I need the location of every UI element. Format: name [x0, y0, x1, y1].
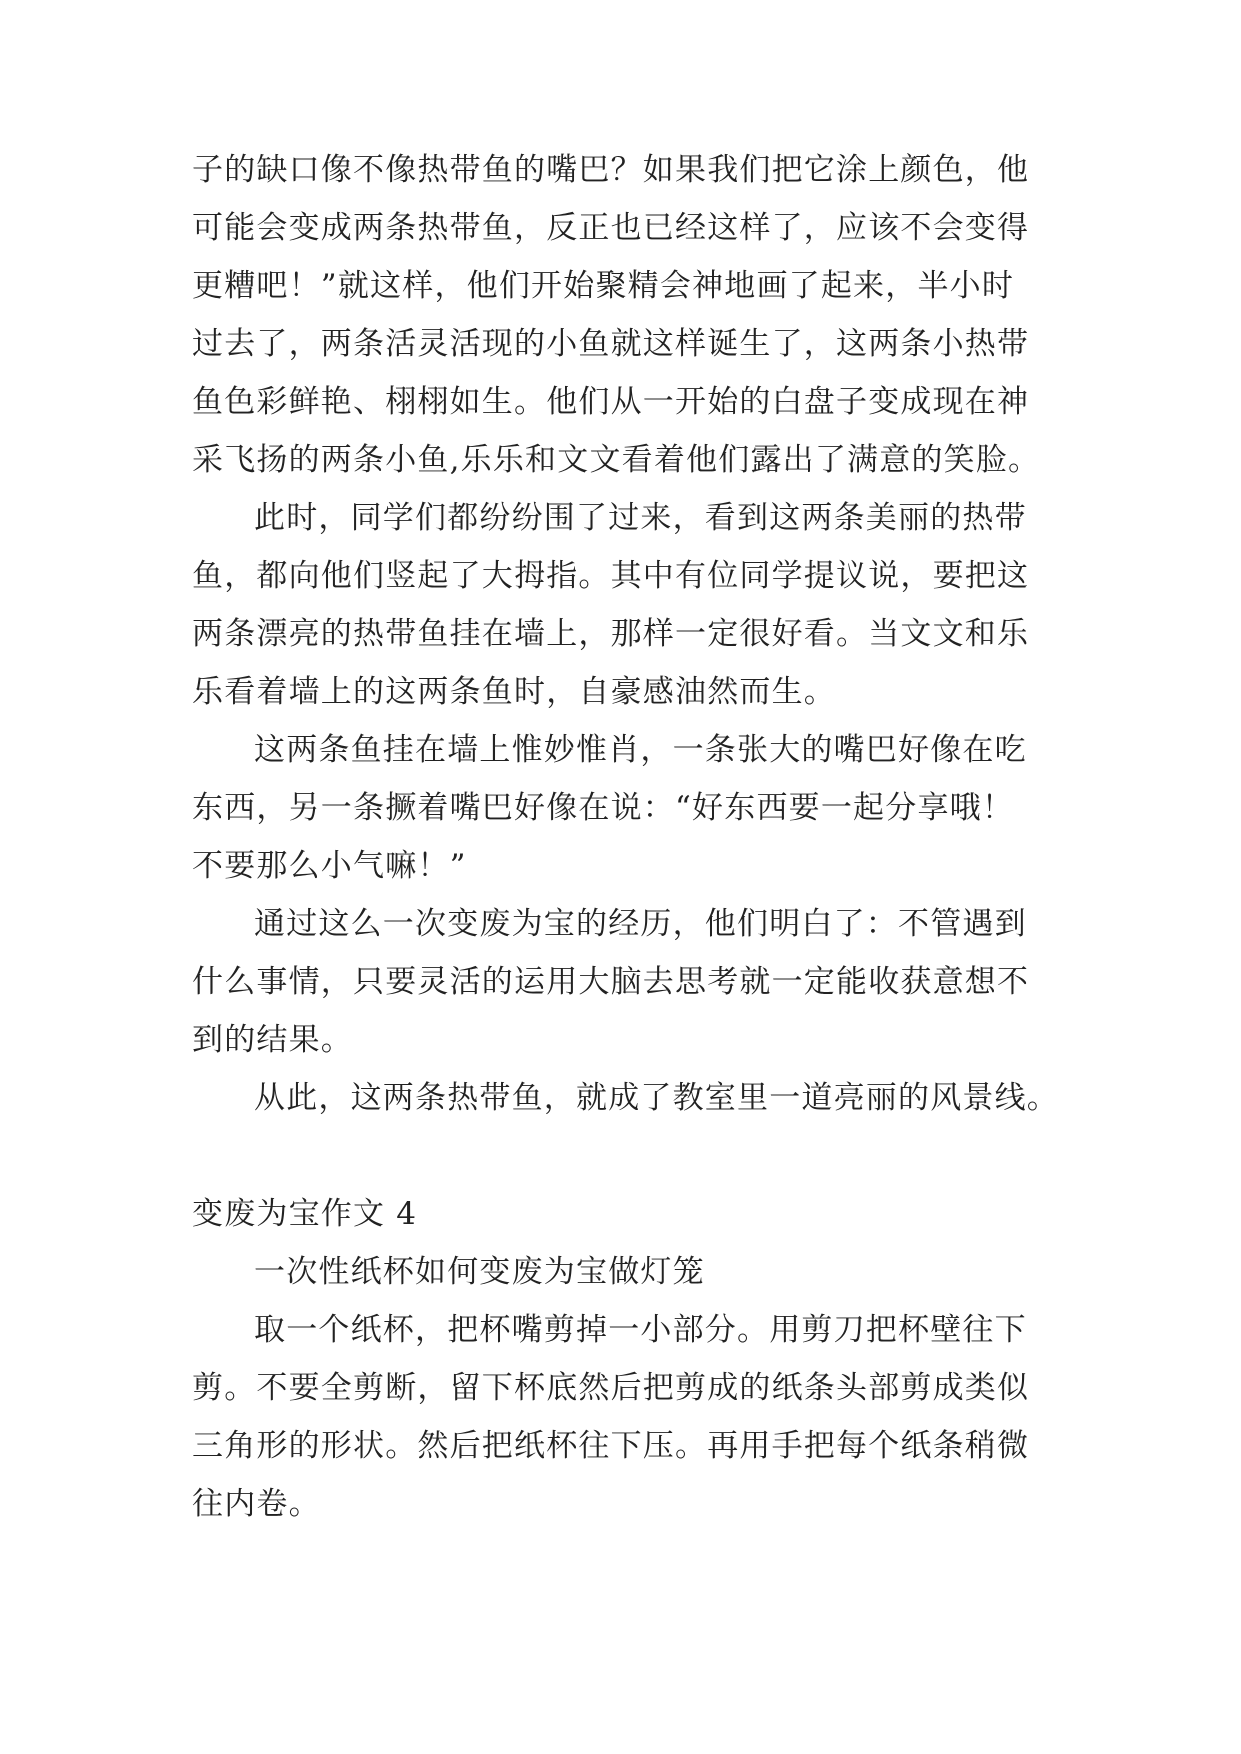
paragraph-line: 什么事情，只要灵活的运用大脑去思考就一定能收获意想不: [192, 964, 1030, 1000]
paragraph-line: 此时，同学们都纷纷围了过来，看到这两条美丽的热带: [254, 500, 1027, 536]
paragraph-line: 剪。不要全剪断，留下杯底然后把剪成的纸条头部剪成类似: [192, 1370, 1030, 1406]
paragraph-line: 往内卷。: [192, 1486, 321, 1522]
paragraph-line: 更糟吧！”就这样，他们开始聚精会神地画了起来，半小时: [192, 268, 1015, 304]
paragraph-line: 从此，这两条热带鱼，就成了教室里一道亮丽的风景线。: [254, 1080, 1059, 1116]
paragraph-line: 三角形的形状。然后把纸杯往下压。再用手把每个纸条稍微: [192, 1428, 1030, 1464]
paragraph-line: 不要那么小气嘛！”: [192, 848, 467, 884]
paragraph-line: 过去了，两条活灵活现的小鱼就这样诞生了，这两条小热带: [192, 326, 1030, 362]
paragraph-line: 子的缺口像不像热带鱼的嘴巴？如果我们把它涂上颜色，他: [192, 152, 1030, 188]
paragraph-line: 这两条鱼挂在墙上惟妙惟肖，一条张大的嘴巴好像在吃: [254, 732, 1027, 768]
paragraph-line: 两条漂亮的热带鱼挂在墙上，那样一定很好看。当文文和乐: [192, 616, 1030, 652]
paragraph-line: 取一个纸杯，把杯嘴剪掉一小部分。用剪刀把杯壁往下: [254, 1312, 1027, 1348]
paragraph-line: 东西，另一条撅着嘴巴好像在说：“好东西要一起分享哦！: [192, 790, 1015, 826]
paragraph-line: 乐看着墙上的这两条鱼时，自豪感油然而生。: [192, 674, 836, 710]
paragraph-line: 通过这么一次变废为宝的经历，他们明白了：不管遇到: [254, 906, 1027, 942]
section-subtitle: 一次性纸杯如何变废为宝做灯笼: [254, 1254, 705, 1290]
paragraph-line: 采飞扬的两条小鱼,乐乐和文文看着他们露出了满意的笑脸。: [192, 442, 1041, 478]
paragraph-line: 鱼，都向他们竖起了大拇指。其中有位同学提议说，要把这: [192, 558, 1030, 594]
section-heading: 变废为宝作文 4: [192, 1196, 418, 1232]
paragraph-line: 鱼色彩鲜艳、栩栩如生。他们从一开始的白盘子变成现在神: [192, 384, 1030, 420]
paragraph-line: 到的结果。: [192, 1022, 353, 1058]
paragraph-line: 可能会变成两条热带鱼，反正也已经这样了，应该不会变得: [192, 210, 1030, 246]
